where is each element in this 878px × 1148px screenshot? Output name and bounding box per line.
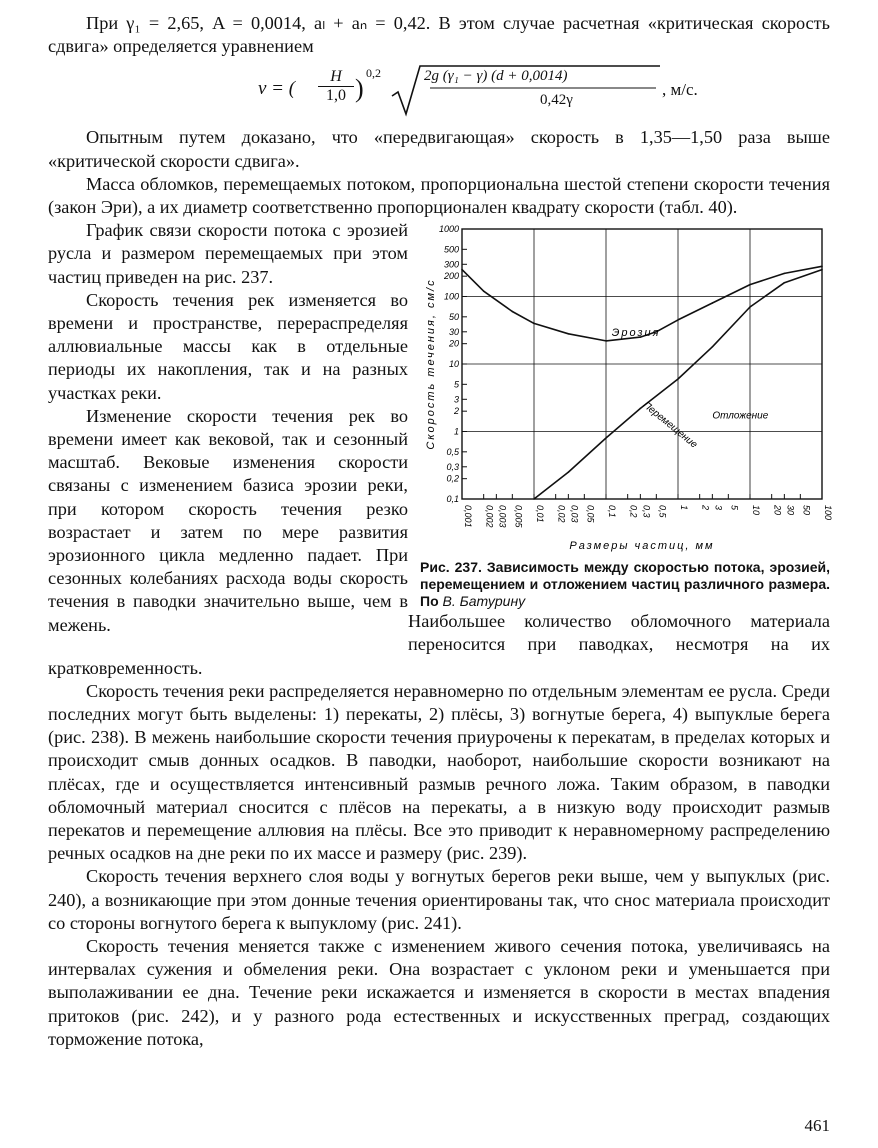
- y-tick-label: 300: [443, 259, 459, 270]
- caption-author: В. Батурину: [442, 593, 526, 610]
- paragraph-5: Скорость течения реки распределяется неравномерно по отдельным элементам ее русла. Среди последних могут быть выделены: 1) перекаты, 2) плёсы, 3) вогнутые берега, 4) выпуклые берега (рис. 238). В межень наибольшие скорости течения приурочены к перекатам, в пределах которых и происходит смыв донных осадков. В паводки, наоборот, наибольшие скорости возникают на плёсах, где и осуществляется интенсивный размыв речного ложа. Таким образом, в паводки обломочный материал сносится с плёсов на перекаты, а в низкую воду происходит размыв перекатов и перемещение аллювия на плёсы. Все это приводит к неравномерному распределению речных осадков на дне реки по их массе и размеру (рис. 239).: [48, 680, 830, 864]
- series-point-1: [821, 269, 823, 271]
- x-tick-label: 10: [751, 505, 761, 516]
- x-tick-label: 50: [801, 505, 812, 516]
- x-tick-label: 3: [713, 505, 724, 511]
- y-tick-label: 0,2: [446, 473, 459, 484]
- series-label-erosion: Эрозия: [611, 327, 661, 340]
- x-tick-label: 2: [700, 505, 711, 511]
- x-tick-label: 1: [679, 505, 689, 511]
- x-tick-label: 5: [729, 505, 740, 511]
- y-tick-label: 50: [448, 312, 459, 323]
- series-point-0: [461, 269, 463, 271]
- series-point-0: [512, 311, 514, 313]
- page: [48, 12, 833, 1051]
- series-point-0: [483, 291, 485, 293]
- x-tick-label: 0,003: [497, 505, 508, 528]
- paragraph-7: Скорость течения меняется также с изменением живого сечения потока, увеличиваясь на интервалах сужения и обмеления реки. Она возрастает с уклоном реки и уменьшается при выполаживании ее дна. Течение реки искажается и изменяется в скорости в местах впадения притоков (рис. 242), и у разного рода естественных и искусственных преград, создающих торможение потока,: [48, 936, 830, 1049]
- y-tick-label: 1: [453, 426, 459, 437]
- formula-frac-num: H: [330, 68, 342, 86]
- series-point-0: [712, 302, 714, 304]
- formula-rad-den: 0,42γ: [540, 92, 573, 109]
- series-point-1: [712, 346, 714, 348]
- series-point-0: [749, 284, 751, 286]
- series-label-deposition: Отложение: [712, 410, 769, 422]
- x-tick-label: 0,005: [513, 505, 524, 528]
- y-tick-label: 2: [453, 406, 459, 417]
- x-tick-label: 30: [785, 505, 796, 516]
- series-point-1: [533, 498, 535, 500]
- series-point-0: [821, 266, 823, 268]
- x-tick-label: 0,05: [585, 505, 596, 523]
- paragraph-6: Скорость течения верхнего слоя воды у вогнутых берегов реки выше, чем у выпуклых (рис. 240), а возникающие при этом донные течения ориентированы так, что снос материала происходит со стороны вогнутого берега к выпуклому (рис. 241).: [48, 866, 830, 933]
- formula-lhs: v = (: [258, 78, 296, 100]
- x-tick-label: 0,01: [535, 505, 545, 523]
- series-point-1: [784, 282, 786, 284]
- figure-237: [420, 223, 833, 610]
- x-tick-label: 0,001: [463, 505, 473, 528]
- figure-caption: [420, 559, 830, 610]
- series-point-1: [605, 437, 607, 439]
- left-paragraph-1: График связи скорости потока с эрозией русла и размером перемещаемых при этом частиц приведен на рис. 237.: [48, 220, 408, 287]
- x-tick-label: 0,02: [556, 505, 567, 523]
- paragraph-2: Опытным путем доказано, что «передвигающая» скорость в 1,35—1,50 раза выше «критической скорости сдвига».: [48, 127, 830, 171]
- series-point-0: [677, 319, 679, 321]
- y-tick-label: 5: [453, 379, 459, 390]
- y-tick-label: 200: [443, 271, 459, 282]
- series-point-0: [568, 333, 570, 335]
- x-tick-label: 0,2: [628, 505, 639, 518]
- series-point-1: [677, 378, 679, 380]
- series-point-1: [749, 306, 751, 308]
- formula-frac: [318, 68, 354, 105]
- formula-unit: , м/с.: [662, 80, 698, 100]
- y-tick-label: 500: [443, 244, 459, 255]
- formula-exponent: 0,2: [366, 66, 381, 81]
- series-point-0: [784, 273, 786, 275]
- y-tick-label: 3: [453, 394, 459, 405]
- series-point-1: [568, 472, 570, 474]
- paragraph-3: Масса обломков, перемещаемых потоком, пропорциональна шестой степени скорости течения (закон Эри), а их диаметр соответственно пропорционален квадрату скорости (табл. 40).: [48, 173, 830, 218]
- series-point-0: [605, 340, 607, 342]
- left-paragraph-3: Изменение скорости течения рек во времени имеет как вековой, так и сезонный масштаб. Вековые изменения скорости связаны с изменением базиса эрозии реки, при котором скорость течения резко возрастает и затем по мере развития эрозионного цикла медленно падает. При сезонных колебаниях расхода воды скорость течения в паводки значительно выше, чем в межень.: [48, 405, 408, 635]
- left-column: [48, 219, 408, 637]
- x-tick-label: 20: [772, 505, 783, 516]
- y-tick-label: 30: [448, 327, 459, 338]
- y-tick-label: 10: [448, 359, 459, 370]
- formula: [48, 62, 830, 120]
- series-label-transport: Перемещение: [640, 399, 700, 451]
- y-tick-label: 100: [443, 291, 459, 302]
- y-tick-label: 0,5: [446, 447, 459, 458]
- formula-rad-num: 2g (γ₁ − γ) (d + 0,0014): [424, 68, 568, 85]
- x-axis-label: Размеры частиц, мм: [569, 540, 715, 553]
- page-number: 461: [804, 1116, 830, 1135]
- x-tick-label: 0,5: [657, 505, 668, 518]
- x-tick-label: 0,03: [569, 505, 580, 523]
- x-tick-label: 0,002: [484, 505, 495, 528]
- formula-frac-den: 1,0: [318, 86, 354, 105]
- paragraph-1: При γ₁ = 2,65, A = 0,0014, aₗ + aₙ = 0,42. В этом случае расчетная «критическая скорость сдвига» определяется уравнением: [48, 13, 830, 57]
- paragraph-4: Наибольшее количество обломочного материала переносится при паводках, несмотря на их кратковременность.: [48, 611, 830, 678]
- x-tick-label: 100: [823, 505, 833, 521]
- y-tick-label: 1000: [438, 224, 459, 235]
- x-tick-label: 0,3: [641, 505, 652, 518]
- y-tick-label: 0,3: [446, 462, 459, 473]
- series-point-0: [533, 323, 535, 325]
- caption-main: Рис. 237. Зависимость между скоростью потока, эрозией, перемещением и отложением частиц различного размера. По: [420, 559, 830, 610]
- chart: [420, 223, 833, 553]
- y-tick-label: 0,1: [446, 494, 459, 505]
- formula-paren-close: ): [355, 74, 364, 104]
- y-tick-label: 20: [448, 338, 459, 349]
- x-tick-label: 0,1: [607, 505, 617, 518]
- y-axis-label: Скорость течения, см/с: [425, 278, 437, 450]
- left-paragraph-2: Скорость течения рек изменяется во времени и пространстве, перераспределяя аллювиальные массы как в отдельные периоды их накопления, так и на разных участках реки.: [48, 289, 408, 403]
